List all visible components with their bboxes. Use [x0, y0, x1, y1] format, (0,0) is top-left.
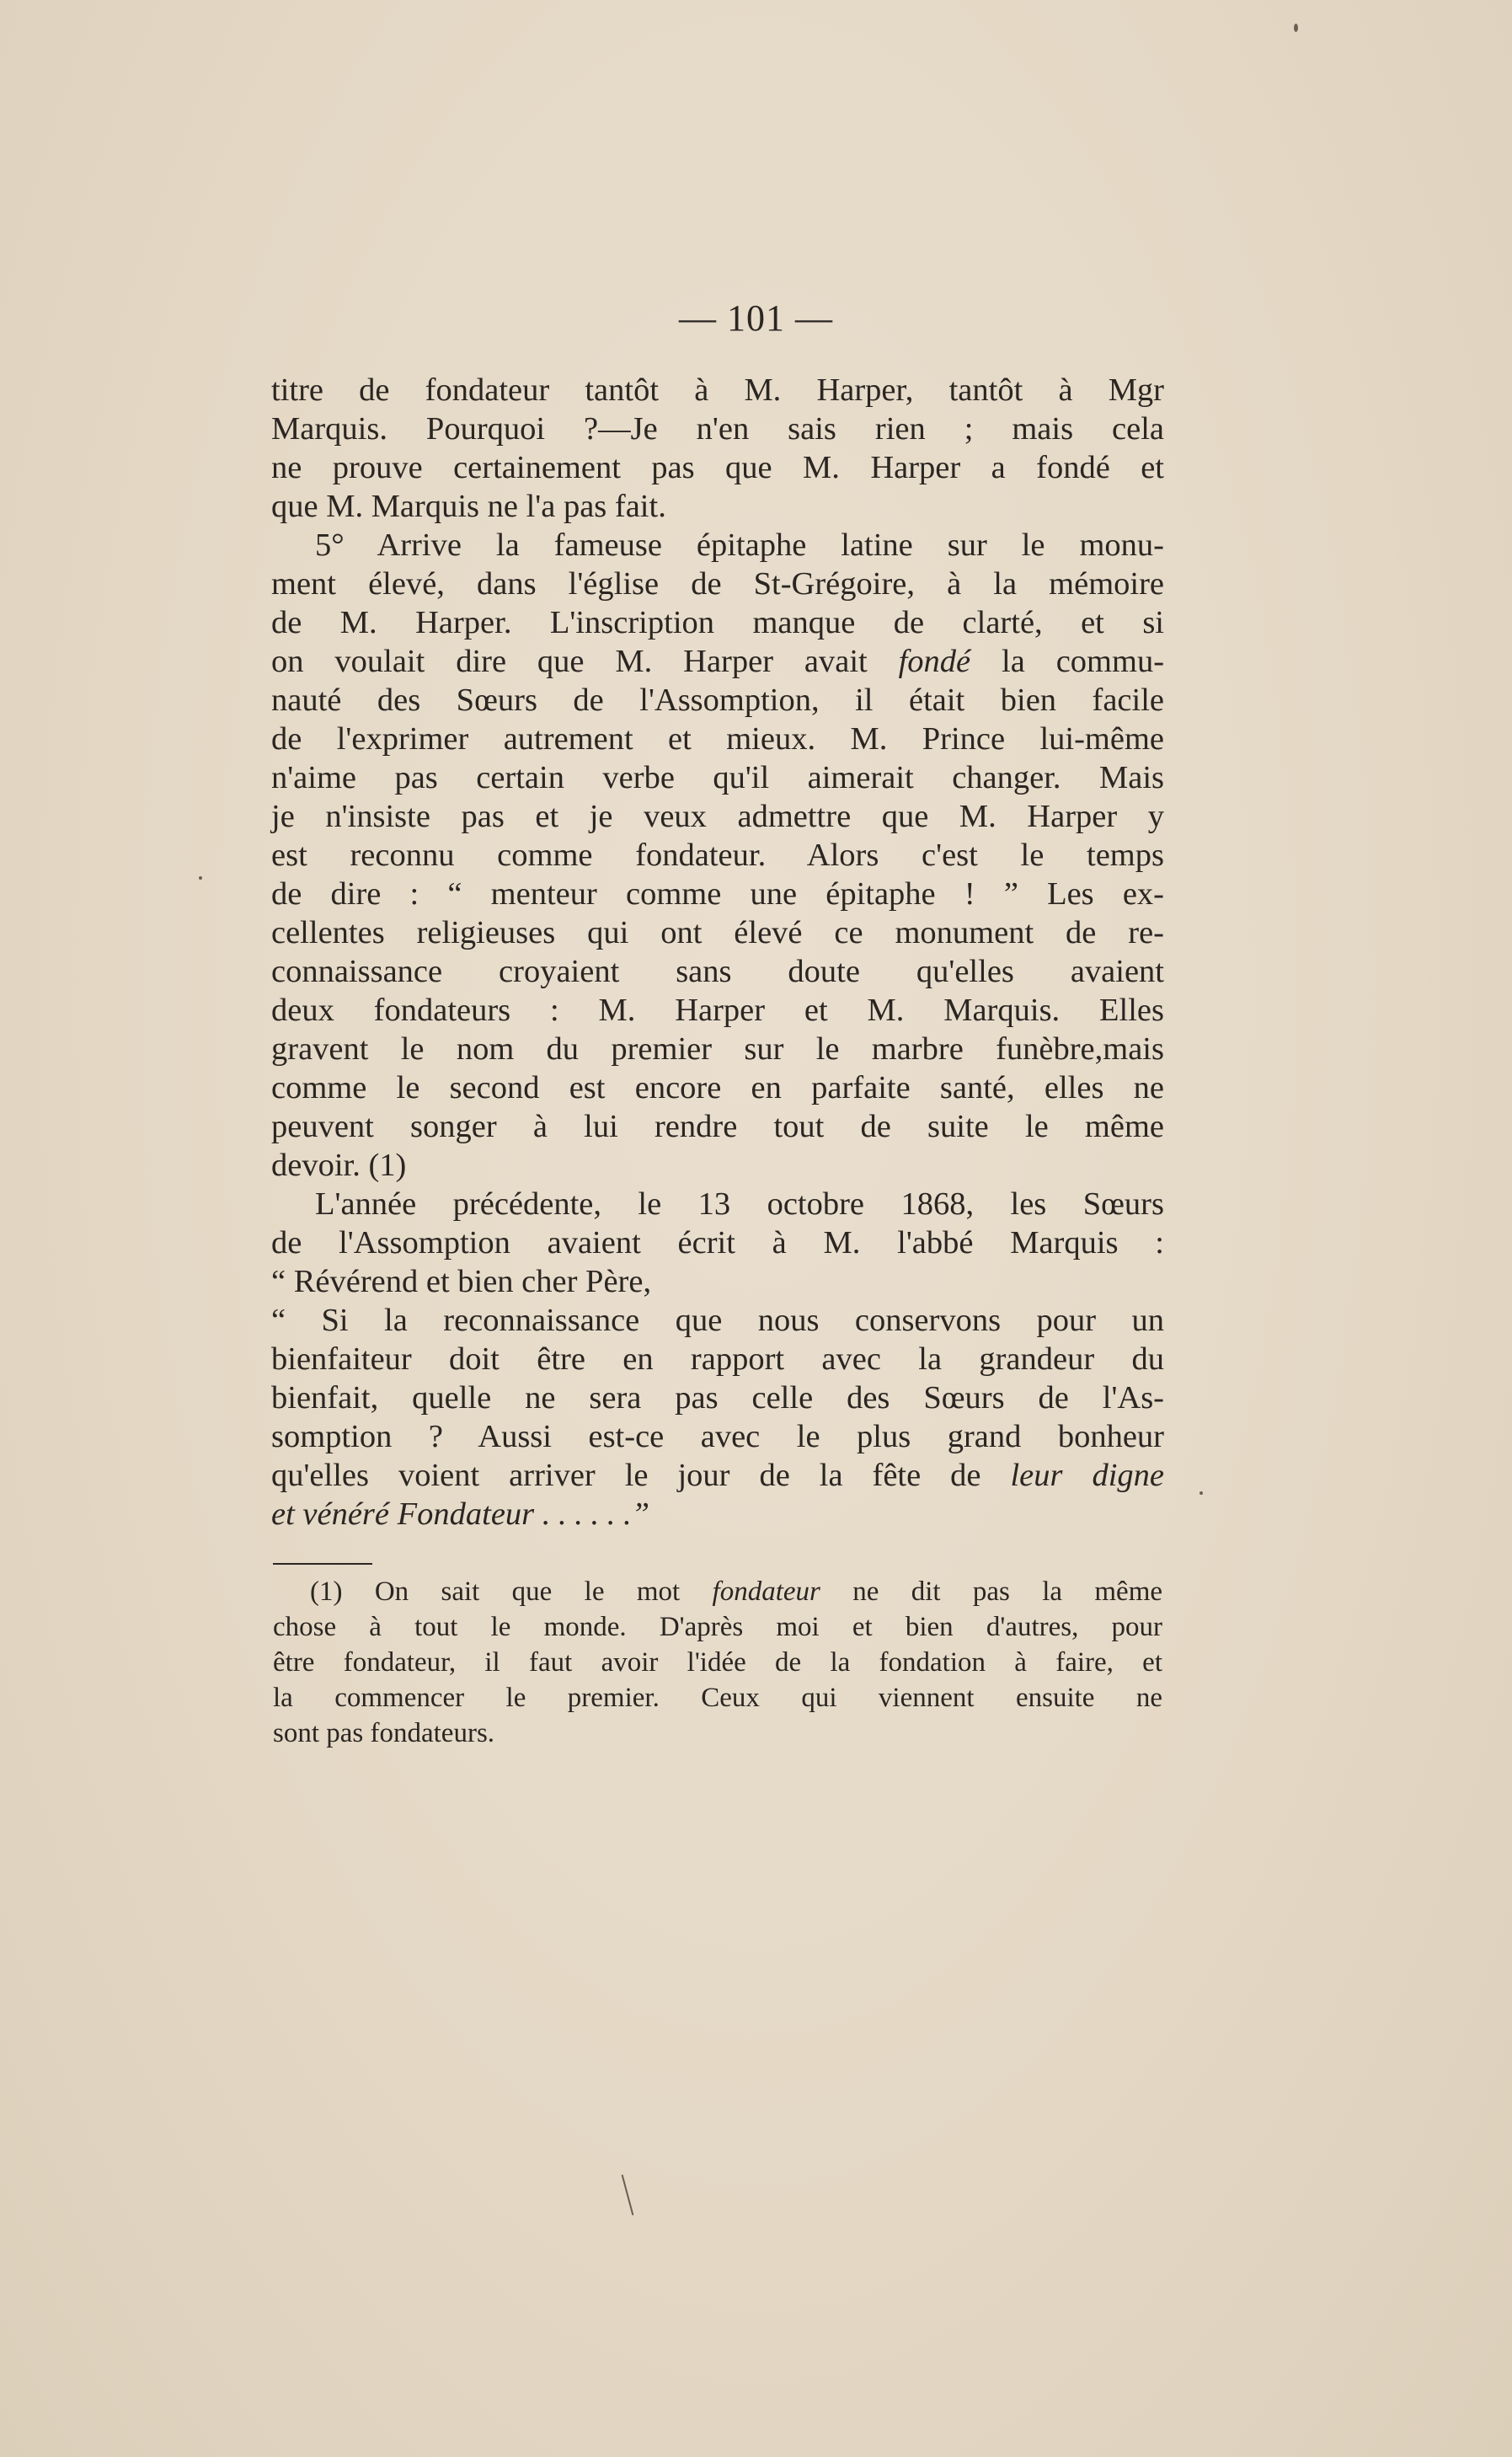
footnote-line: la commencer le premier. Ceux qui viennent ensuite ne	[273, 1683, 1162, 1713]
text-line: de l'exprimer autrement et mieux. M. Prince lui-même	[271, 721, 1164, 757]
text-line: L'année précédente, le 13 octobre 1868, les Sœurs	[315, 1186, 1164, 1222]
text-line: nauté des Sœurs de l'Assomption, il était bien facile	[271, 682, 1164, 718]
text-line: deux fondateurs : M. Harper et M. Marquis. Elles	[271, 993, 1164, 1028]
text-line: devoir. (1)	[271, 1148, 407, 1183]
text-line: est reconnu comme fondateur. Alors c'est le temps	[271, 838, 1164, 873]
text-line	[271, 1495, 1164, 1534]
page-number: — 101 —	[679, 297, 833, 339]
text-segment: (1) On sait que le mot	[310, 1576, 681, 1607]
text-segment: ne dit pas la même	[852, 1576, 1163, 1607]
text-line: peuvent songer à lui rendre tout de suite le même	[271, 1109, 1164, 1144]
text-line: de dire : “ menteur comme une épitaphe ! ” Les ex-	[271, 876, 1164, 912]
italic-word: fondé	[898, 644, 971, 679]
text-line: Marquis. Pourquoi ?—Je n'en sais rien ; mais cela	[271, 411, 1164, 447]
text-line: gravent le nom du premier sur le marbre funèbre,mais	[271, 1031, 1164, 1067]
text-line: 5° Arrive la fameuse épitaphe latine sur le monu-	[315, 527, 1164, 563]
text-line: connaissance croyaient sans doute qu'elles avaient	[271, 954, 1164, 989]
text-line: de M. Harper. L'inscription manque de clarté, et si	[271, 605, 1164, 640]
paper-speck	[1294, 24, 1298, 32]
text-line: comme le second est encore en parfaite santé, elles ne	[271, 1070, 1164, 1105]
text-line: que M. Marquis ne l'a pas fait.	[271, 489, 666, 524]
text-segment: qu'elles voient arriver le jour de la fête de	[271, 1458, 981, 1493]
italic-word: fondateur	[712, 1576, 820, 1607]
text-line: ment élevé, dans l'église de St-Grégoire, à la mémoire	[271, 566, 1164, 602]
text-line: cellentes religieuses qui ont élevé ce monument de re-	[271, 915, 1164, 950]
text-line: somption ? Aussi est-ce avec le plus grand bonheur	[271, 1419, 1164, 1454]
paper-speck	[1199, 1491, 1203, 1495]
paper-speck	[622, 2175, 634, 2216]
footnote-line: sont pas fondateurs.	[273, 1718, 495, 1748]
text-line: ne prouve certainement pas que M. Harper a fondé et	[271, 450, 1164, 485]
paper-speck	[199, 876, 202, 880]
text-line: bienfait, quelle ne sera pas celle des Sœurs de l'As-	[271, 1380, 1164, 1416]
footnote-separator	[273, 1563, 372, 1565]
italic-phrase: et vénéré Fondateur . . . . . .”	[271, 1496, 650, 1532]
text-segment: on voulait dire que M. Harper avait	[271, 644, 868, 679]
text-line: de l'Assomption avaient écrit à M. l'abbé Marquis :	[271, 1225, 1164, 1261]
footnote	[273, 1574, 1162, 1751]
text-line: “ Révérend et bien cher Père,	[271, 1264, 652, 1299]
text-line: bienfaiteur doit être en rapport avec la grandeur du	[271, 1341, 1164, 1377]
footnote-line	[273, 1574, 1162, 1609]
text-line	[271, 1456, 1164, 1495]
footnote-line: être fondateur, il faut avoir l'idée de la fondation à faire, et	[273, 1647, 1162, 1678]
text-segment: la commu-	[1002, 644, 1165, 679]
italic-phrase: leur digne	[1010, 1458, 1164, 1493]
text-line: je n'insiste pas et je veux admettre que M. Harper y	[271, 799, 1164, 834]
main-text	[271, 371, 1164, 1534]
text-line: n'aime pas certain verbe qu'il aimerait changer. Mais	[271, 760, 1164, 795]
text-line: titre de fondateur tantôt à M. Harper, tantôt à Mgr	[271, 372, 1164, 408]
text-line: “ Si la reconnaissance que nous conservons pour un	[271, 1303, 1164, 1338]
footnote-line: chose à tout le monde. D'après moi et bien d'autres, pour	[273, 1612, 1162, 1642]
text-line	[271, 642, 1164, 681]
